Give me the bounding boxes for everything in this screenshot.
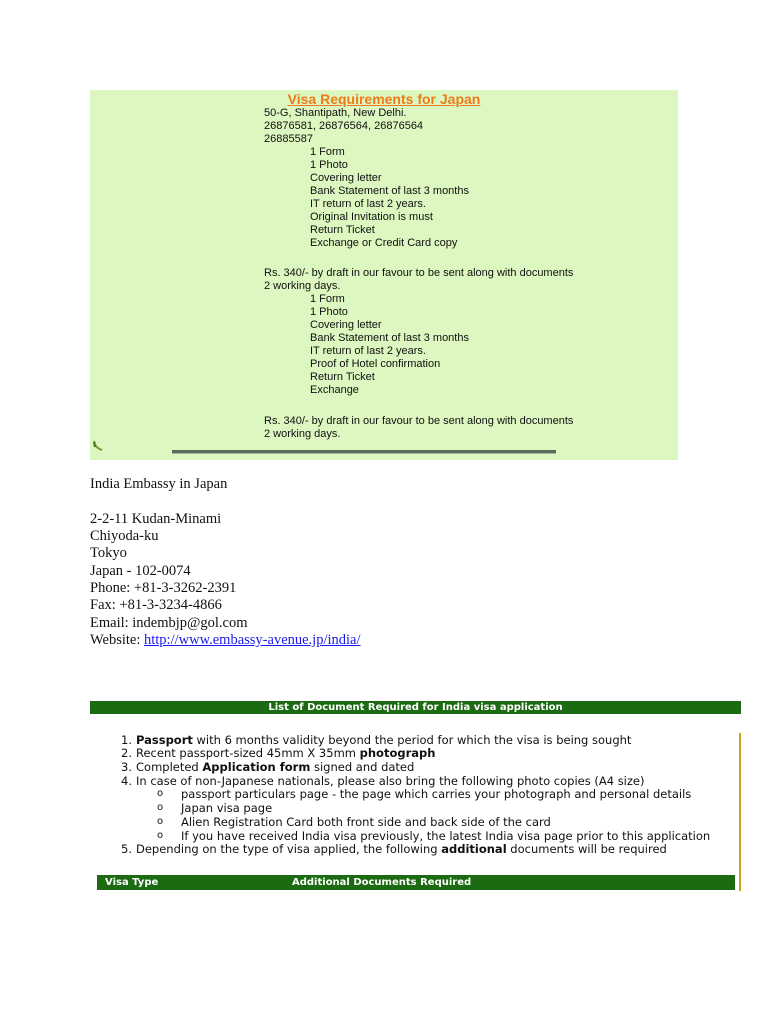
tourist-item: IT return of last 2 years. — [310, 345, 426, 357]
embassy-phone: Phone: +81-3-3262-2391 — [90, 580, 237, 596]
tourist-item: Bank Statement of last 3 months — [310, 332, 469, 344]
embassy-address-line: Tokyo — [90, 545, 127, 561]
list-bold-text: Application form — [202, 760, 311, 774]
embassy-email: Email: indembjp@gol.com — [90, 615, 248, 631]
sub-bullet: o — [157, 788, 164, 799]
box-divider — [172, 450, 556, 454]
list-text: Depending on the type of visa applied, the following — [136, 842, 442, 856]
list-text: In case of non-Japanese nationals, please also bring the following photo copies (A4 size) — [136, 774, 645, 788]
list-bold-text: additional — [441, 842, 507, 856]
tourist-item: Proof of Hotel confirmation — [310, 358, 441, 370]
table-header-visa-type: Visa Type — [105, 877, 159, 888]
website-label: Website: — [90, 632, 144, 648]
processing-time-value: 2 working days. — [264, 280, 341, 292]
tourist-item: Return Ticket — [310, 371, 375, 383]
business-item: 1 Form — [310, 146, 345, 158]
documents-header-bar: List of Document Required for India visa application — [90, 701, 741, 714]
sub-list-text: Alien Registration Card both front side and back side of the card — [181, 815, 551, 829]
business-item: Exchange or Credit Card copy — [310, 237, 458, 249]
sub-list-text: Japan visa page — [181, 801, 273, 815]
sub-list-text: If you have received India visa previously, the latest India visa page prior to this application — [181, 829, 711, 843]
table-header-additional-docs: Additional Documents Required — [292, 877, 472, 888]
list-text: Recent passport-sized 45mm X 35mm — [136, 746, 360, 760]
list-text: Completed — [136, 760, 203, 774]
business-item: 1 Photo — [310, 159, 348, 171]
list-text: with 6 months validity beyond the period for which the visa is being sought — [192, 733, 632, 747]
business-item: Bank Statement of last 3 months — [310, 185, 469, 197]
embassy-heading: India Embassy in Japan — [90, 476, 228, 492]
sub-list-text: passport particulars page - the page which carries your photograph and personal details — [181, 787, 692, 801]
leaf-icon — [92, 439, 104, 453]
embassy-fax: Fax: +81-3-3234-4866 — [90, 597, 222, 613]
tourist-item: 1 Form — [310, 293, 345, 305]
embassy-website-row — [90, 632, 361, 649]
fees-value-2: Rs. 340/- by draft in our favour to be sent along with documents — [264, 415, 574, 427]
list-bold-text: photograph — [359, 746, 436, 760]
business-item: Return Ticket — [310, 224, 375, 236]
website-link[interactable]: http://www.embassy-avenue.jp/india/ — [144, 632, 361, 648]
fax-value: 26885587 — [264, 133, 313, 145]
list-number: 5. — [121, 842, 132, 856]
visa-requirements-box — [90, 90, 678, 460]
sub-bullet: o — [157, 830, 164, 841]
tourist-item: Exchange — [310, 384, 359, 396]
list-text: documents will be required — [506, 842, 667, 856]
address-value: 50-G, Shantipath, New Delhi. — [264, 107, 407, 119]
embassy-address-line: Chiyoda-ku — [90, 528, 159, 544]
list-number: 3. — [121, 760, 132, 774]
business-item: Covering letter — [310, 172, 382, 184]
right-border-rule — [739, 733, 741, 891]
processing-time-value-2: 2 working days. — [264, 428, 341, 440]
embassy-address-line: Japan - 102-0074 — [90, 563, 191, 579]
visa-type-table-header — [97, 875, 735, 890]
business-item: Original Invitation is must — [310, 211, 433, 223]
list-number: 1. — [121, 733, 132, 747]
tourist-item: 1 Photo — [310, 306, 348, 318]
tourist-item: Covering letter — [310, 319, 382, 331]
visa-box-title: Visa Requirements for Japan — [287, 91, 481, 107]
sub-bullet: o — [157, 816, 164, 827]
list-bold-text: Passport — [136, 733, 193, 747]
embassy-address-line: 2-2-11 Kudan-Minami — [90, 511, 222, 527]
list-text: signed and dated — [310, 760, 415, 774]
telephone-value: 26876581, 26876564, 26876564 — [264, 120, 424, 132]
business-item: IT return of last 2 years. — [310, 198, 426, 210]
list-number: 2. — [121, 746, 132, 760]
sub-bullet: o — [157, 802, 164, 813]
fees-value: Rs. 340/- by draft in our favour to be sent along with documents — [264, 267, 574, 279]
list-number: 4. — [121, 774, 132, 788]
